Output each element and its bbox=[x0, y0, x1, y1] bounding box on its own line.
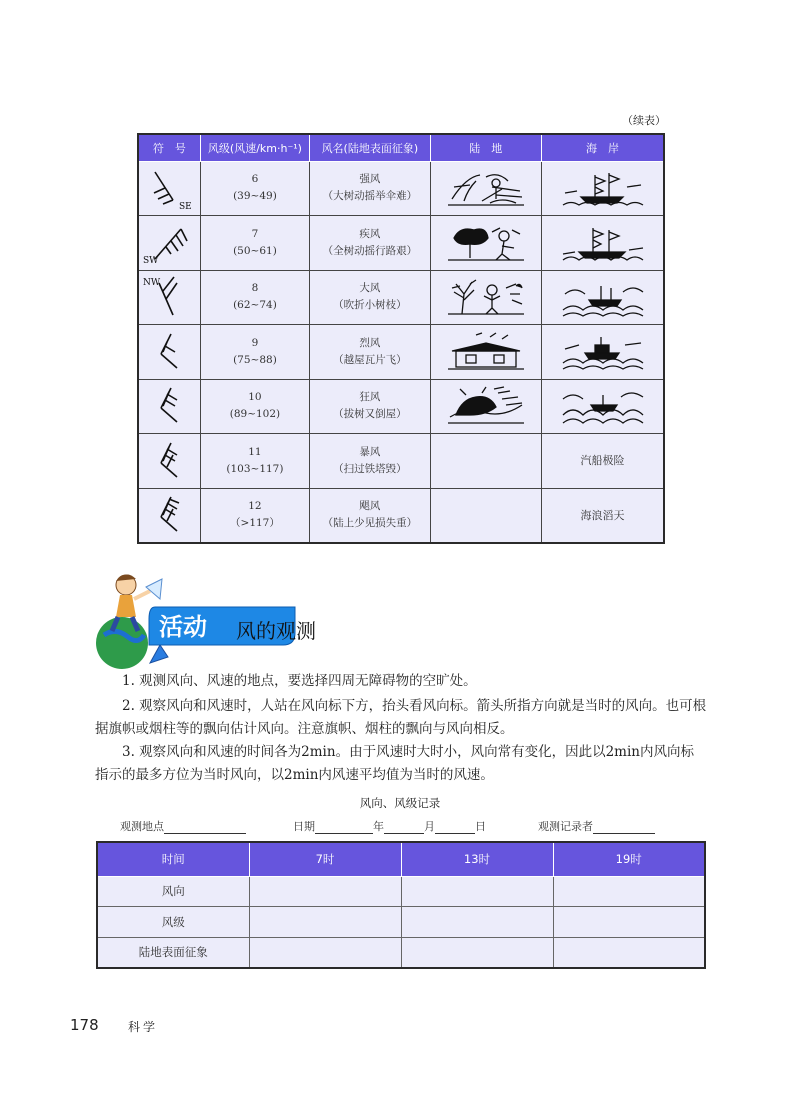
wind-symbol-cell bbox=[138, 488, 200, 543]
wind-speed: (50~61) bbox=[233, 244, 277, 257]
wind-speed: (62~74) bbox=[233, 299, 277, 312]
wind-name: 飓风 bbox=[359, 500, 381, 512]
wind-name: 暴风 bbox=[359, 445, 381, 458]
table-row bbox=[138, 325, 664, 380]
record-cell[interactable] bbox=[401, 876, 553, 907]
record-header-13: 13时 bbox=[401, 842, 553, 876]
wind-name-cell bbox=[310, 379, 430, 434]
record-row-label: 风向 bbox=[97, 876, 249, 907]
wind-barb-icon bbox=[141, 491, 197, 539]
wind-symbol-cell bbox=[138, 434, 200, 489]
header-level: 风级(风速/km·h⁻¹) bbox=[200, 134, 309, 161]
recorder-label: 观测记录者 bbox=[538, 820, 593, 833]
wind-level: 8 bbox=[251, 282, 259, 295]
activity-badge-label: 活动 bbox=[159, 613, 207, 641]
wind-sign: （陆上少见损失重） bbox=[322, 517, 418, 529]
wind-speed: （>117） bbox=[230, 517, 280, 529]
date-field bbox=[293, 818, 486, 834]
land-scene-strong-gale-icon bbox=[446, 331, 526, 373]
record-row-label: 风级 bbox=[97, 907, 249, 938]
record-cell[interactable] bbox=[249, 876, 401, 907]
wind-level-cell bbox=[200, 379, 309, 434]
sea-scene-cell bbox=[542, 161, 664, 216]
instruction-paragraph-1: 1. 观测风向、风速的地点，要选择四周无障碍物的空旷处。 bbox=[122, 673, 477, 689]
record-fields bbox=[120, 818, 680, 836]
day-blank[interactable] bbox=[435, 822, 475, 834]
wind-speed: (75~88) bbox=[233, 353, 277, 366]
wind-speed: (103~117) bbox=[226, 462, 284, 475]
wind-scale-table bbox=[137, 133, 665, 544]
page-number: 178 bbox=[70, 1016, 99, 1034]
header-sea: 海 岸 bbox=[542, 134, 664, 161]
table-row bbox=[138, 216, 664, 271]
wind-level-cell bbox=[200, 161, 309, 216]
date-label: 日期 bbox=[293, 820, 315, 833]
table-row bbox=[97, 937, 705, 968]
wind-level-cell bbox=[200, 216, 309, 271]
table-row bbox=[138, 379, 664, 434]
land-scene-gale-icon bbox=[446, 276, 526, 318]
year-blank[interactable] bbox=[315, 822, 373, 834]
land-scene-cell bbox=[430, 270, 541, 325]
record-cell[interactable] bbox=[553, 907, 705, 938]
record-header-19: 19时 bbox=[553, 842, 705, 876]
wind-barb-icon bbox=[141, 437, 197, 485]
wind-sign: （大树动摇举伞难） bbox=[322, 190, 418, 203]
wind-sign: （全树动摇行路艰） bbox=[322, 244, 418, 257]
sea-scene-strong-wind-icon bbox=[561, 167, 645, 209]
record-header-time: 时间 bbox=[97, 842, 249, 876]
wind-symbol-cell bbox=[138, 161, 200, 216]
wind-sign: （拔树又倒屋） bbox=[333, 408, 407, 421]
wind-symbol-cell bbox=[138, 325, 200, 380]
record-cell[interactable] bbox=[553, 876, 705, 907]
wind-level: 6 bbox=[251, 173, 259, 186]
land-scene-cell bbox=[430, 161, 541, 216]
instruction-paragraph-3: 3. 观察风向和风速的时间各为2min。由于风速时大时小，风向常有变化，因此以2min内风向标指示的最多方位为当时风向，以2min内风速平均值为当时的风速。 bbox=[95, 744, 694, 783]
sea-scene-cell bbox=[542, 325, 664, 380]
table-row bbox=[97, 876, 705, 907]
month-label: 月 bbox=[424, 820, 435, 833]
sea-scene-near-gale-icon bbox=[561, 222, 645, 264]
sea-description: 海浪滔天 bbox=[542, 488, 664, 543]
continuation-label: （续表） bbox=[622, 114, 666, 127]
wind-name: 疾风 bbox=[359, 227, 381, 240]
record-cell[interactable] bbox=[401, 907, 553, 938]
activity-header bbox=[90, 565, 390, 670]
land-scene-cell bbox=[430, 488, 541, 543]
record-header-row bbox=[97, 842, 705, 876]
table-row bbox=[97, 907, 705, 938]
activity-title: 风的观测 bbox=[236, 619, 316, 643]
header-land: 陆 地 bbox=[430, 134, 541, 161]
wind-level: 9 bbox=[251, 336, 259, 349]
location-blank[interactable] bbox=[164, 822, 246, 834]
header-name: 风名(陆地表面征象) bbox=[310, 134, 430, 161]
instruction-paragraph-2: 2. 观察风向和风速时，人站在风向标下方，抬头看风向标。箭头所指方向就是当时的风向。也可根据旗帜或烟柱等的飘向估计风向。注意旗帜、烟柱的飘向与风向相反。 bbox=[95, 698, 707, 737]
wind-sign: （越屋瓦片飞） bbox=[333, 353, 407, 366]
recorder-blank[interactable] bbox=[593, 822, 655, 834]
wind-level-cell bbox=[200, 434, 309, 489]
record-table bbox=[96, 841, 706, 969]
wind-level: 12 bbox=[248, 500, 262, 512]
sea-scene-gale-icon bbox=[561, 276, 645, 318]
land-scene-near-gale-icon bbox=[446, 222, 526, 264]
wind-level-cell bbox=[200, 325, 309, 380]
wind-barb-icon bbox=[141, 164, 197, 212]
wind-symbol-cell bbox=[138, 270, 200, 325]
wind-speed: (89~102) bbox=[229, 408, 281, 421]
record-cell[interactable] bbox=[553, 937, 705, 968]
wind-barb-icon bbox=[141, 382, 197, 430]
land-scene-cell bbox=[430, 325, 541, 380]
record-row-label: 陆地表面征象 bbox=[97, 937, 249, 968]
wind-sign: （吹折小树枝） bbox=[333, 299, 407, 312]
wind-direction-label: SE bbox=[179, 202, 193, 213]
wind-barb-icon bbox=[141, 273, 197, 321]
table-row bbox=[138, 161, 664, 216]
wind-table-header-row bbox=[138, 134, 664, 161]
wind-level: 10 bbox=[248, 391, 262, 404]
record-cell[interactable] bbox=[401, 937, 553, 968]
sea-scene-cell bbox=[542, 379, 664, 434]
wind-name-cell bbox=[310, 216, 430, 271]
record-header-7: 7时 bbox=[249, 842, 401, 876]
year-label: 年 bbox=[373, 820, 384, 833]
wind-name-cell bbox=[310, 270, 430, 325]
month-blank[interactable] bbox=[384, 822, 424, 834]
location-label: 观测地点 bbox=[120, 820, 164, 833]
wind-level-cell bbox=[200, 270, 309, 325]
table-row bbox=[138, 488, 664, 543]
wind-name-cell bbox=[310, 161, 430, 216]
wind-name-cell bbox=[310, 434, 430, 489]
wind-name: 狂风 bbox=[359, 391, 381, 404]
wind-name: 强风 bbox=[359, 173, 381, 186]
location-field bbox=[120, 818, 246, 834]
wind-level: 7 bbox=[251, 227, 259, 240]
wind-symbol-cell bbox=[138, 379, 200, 434]
day-label: 日 bbox=[475, 820, 486, 833]
wind-direction-label: NW bbox=[143, 278, 161, 289]
wind-sign: （扫过铁塔毁） bbox=[333, 462, 407, 475]
wind-level-cell bbox=[200, 488, 309, 543]
wind-speed: (39~49) bbox=[233, 190, 277, 203]
wind-level: 11 bbox=[248, 445, 262, 458]
wind-name-cell bbox=[310, 488, 430, 543]
wind-name: 大风 bbox=[359, 282, 381, 295]
sea-scene-strong-gale-icon bbox=[561, 331, 645, 373]
wind-barb-icon bbox=[141, 219, 197, 267]
sea-scene-cell bbox=[542, 216, 664, 271]
sea-scene-storm-icon bbox=[561, 385, 645, 427]
record-cell[interactable] bbox=[249, 907, 401, 938]
header-symbol: 符 号 bbox=[138, 134, 200, 161]
record-title: 风向、风级记录 bbox=[359, 796, 441, 810]
wind-symbol-cell bbox=[138, 216, 200, 271]
wind-name: 烈风 bbox=[359, 336, 381, 349]
sea-scene-cell bbox=[542, 270, 664, 325]
wind-direction-label: SW bbox=[143, 255, 159, 266]
land-scene-cell bbox=[430, 216, 541, 271]
wind-name-cell bbox=[310, 325, 430, 380]
subject-label: 科学 bbox=[128, 1020, 159, 1034]
sea-description: 汽船极险 bbox=[542, 434, 664, 489]
table-row bbox=[138, 434, 664, 489]
land-scene-strong-wind-icon bbox=[446, 167, 526, 209]
wind-barb-icon bbox=[141, 328, 197, 376]
recorder-field bbox=[538, 818, 655, 834]
land-scene-cell bbox=[430, 379, 541, 434]
record-cell[interactable] bbox=[249, 937, 401, 968]
land-scene-storm-icon bbox=[446, 385, 526, 427]
table-row bbox=[138, 270, 664, 325]
land-scene-cell bbox=[430, 434, 541, 489]
